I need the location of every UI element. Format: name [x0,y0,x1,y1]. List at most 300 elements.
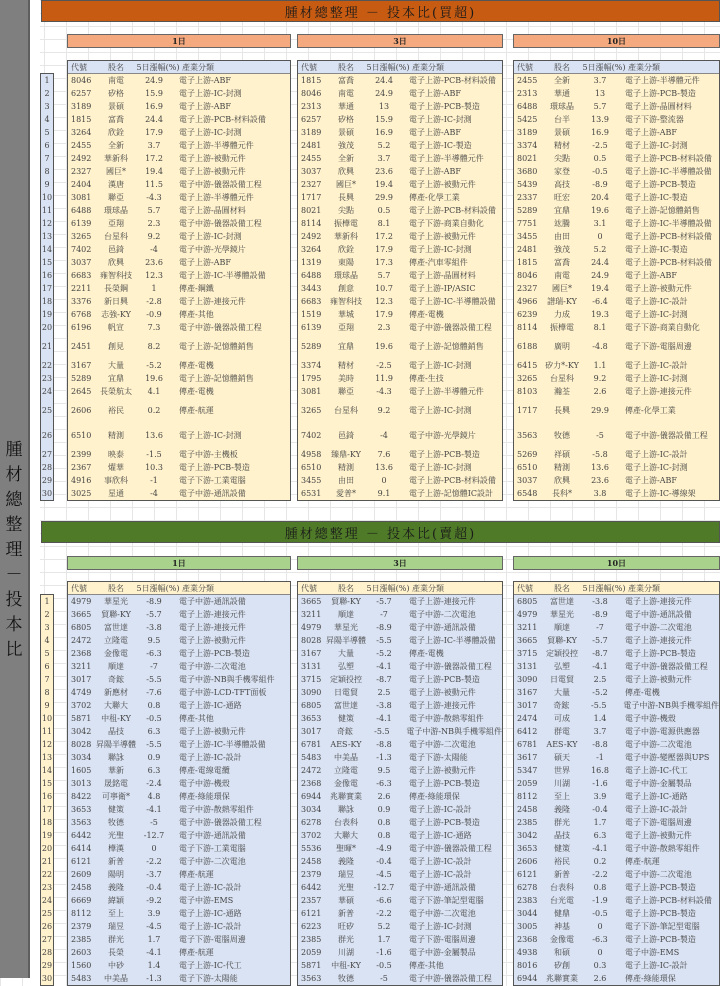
stock-code: 5289 [71,374,92,383]
table-row[interactable] [68,634,290,647]
table-row[interactable] [68,178,290,191]
table-row[interactable] [514,474,719,487]
table-row[interactable] [514,256,719,269]
table-row[interactable] [68,608,290,621]
table-row[interactable] [298,474,502,487]
table-row[interactable] [68,842,290,855]
five-day-change: -2.2 [592,870,608,879]
table-row[interactable] [68,816,290,829]
industry: 電子中游-機殼 [179,779,230,788]
stock-code: 6278 [301,818,322,827]
table-row[interactable] [68,204,290,217]
table-row[interactable] [514,647,719,660]
table-row[interactable] [68,359,290,372]
table-row[interactable] [514,972,719,985]
table-row[interactable] [514,790,719,803]
table-row[interactable] [298,372,502,385]
five-day-change: -1 [596,753,604,762]
industry: 電子上游-半導體元件 [409,154,484,163]
table-row[interactable] [298,74,502,87]
five-day-change: -4.1 [592,844,608,853]
table-row[interactable] [298,738,502,751]
table-row[interactable] [514,334,719,359]
table-row[interactable] [68,126,290,139]
table-row[interactable] [68,372,290,385]
five-day-change: -8.7 [592,649,608,658]
table-row[interactable] [514,946,719,959]
table-row[interactable] [298,334,502,359]
stock-name: 金像電 [104,649,128,658]
row-index-cell: 17 [41,805,53,814]
industry: 電子上游-IC-半導體設備 [625,219,712,228]
table-row[interactable] [514,139,719,152]
table-row[interactable] [298,321,502,334]
stock-code: 4958 [301,450,322,459]
five-day-change: -4.8 [592,342,608,351]
table-row[interactable] [298,894,502,907]
table-row[interactable] [68,686,290,699]
table-row[interactable] [298,113,502,126]
table-row[interactable] [68,959,290,972]
stock-code: 6139 [71,219,92,228]
table-row[interactable] [514,803,719,816]
stock-code: 3090 [301,688,322,697]
table-row[interactable] [514,113,719,126]
stock-code: 1815 [517,258,538,267]
stock-name: 台光電 [550,896,574,905]
table-row[interactable] [298,712,502,725]
stock-code: 2385 [301,935,322,944]
table-row[interactable] [68,803,290,816]
table-row[interactable] [298,191,502,204]
table-row[interactable] [68,829,290,842]
industry: 電子上游-IC-半導體設備 [409,636,496,645]
table-row[interactable] [68,100,290,113]
table-row[interactable] [514,269,719,282]
table-row[interactable] [298,269,502,282]
table-row[interactable] [298,595,502,608]
table-row[interactable] [298,660,502,673]
industry: 傳產-化學工業 [625,406,676,415]
table-row[interactable] [68,423,290,448]
table-row[interactable] [514,230,719,243]
table-header [514,582,719,595]
five-day-change: 0.5 [593,154,607,163]
table-row[interactable] [298,621,502,634]
table-row[interactable] [514,725,719,738]
stock-code: 1319 [301,258,322,267]
buy-period-3d: 3日 [297,34,503,48]
industry: 傳產-生技 [409,374,444,383]
buy-period-1d: 1日 [67,34,291,48]
five-day-change: -5.2 [376,649,392,658]
table-row[interactable] [298,139,502,152]
stock-code: 3090 [517,675,538,684]
table-row[interactable] [68,74,290,87]
five-day-change: 8.1 [593,323,607,332]
stock-name: 立隆電 [334,766,358,775]
stock-name: 富喬 [338,76,354,85]
table-row[interactable] [298,398,502,423]
table-row[interactable] [514,487,719,500]
table-row[interactable] [514,907,719,920]
table-row[interactable] [68,881,290,894]
table-row[interactable] [68,647,290,660]
table-row[interactable] [298,725,502,738]
industry: 傳產-航運 [625,857,660,866]
five-day-change: 17.9 [375,310,393,319]
table-row[interactable] [298,959,502,972]
table-row[interactable] [514,634,719,647]
table-row[interactable] [68,907,290,920]
stock-name: 聯詠 [108,753,124,762]
table-row[interactable] [514,74,719,87]
table-row[interactable] [298,686,502,699]
table-row[interactable] [298,204,502,217]
stock-code: 3376 [71,297,92,306]
stock-code: 5483 [71,974,92,983]
industry: 電子中游-儀器設備工程 [625,431,708,440]
stock-name: 台表科 [334,818,358,827]
table-row[interactable] [298,881,502,894]
stock-name: 景碩 [108,102,124,111]
table-row[interactable] [298,385,502,398]
table-row[interactable] [298,608,502,621]
table-row[interactable] [514,423,719,448]
stock-name: 陽明 [108,870,124,879]
table-row[interactable] [68,139,290,152]
five-day-change: -12.7 [373,883,395,892]
table-row[interactable] [514,385,719,398]
table-row[interactable] [514,764,719,777]
table-row[interactable] [68,660,290,673]
stock-code: 6239 [517,310,538,319]
stock-code: 2606 [71,406,92,415]
five-day-change: -5.5 [146,740,162,749]
table-row[interactable] [514,359,719,372]
table-row[interactable] [68,764,290,777]
table-row[interactable] [514,321,719,334]
table-row[interactable] [514,308,719,321]
table-row[interactable] [298,634,502,647]
table-row[interactable] [298,359,502,372]
industry: 電子上游-PCB-材料設備 [625,232,712,241]
table-row[interactable] [68,751,290,764]
table-row[interactable] [298,868,502,881]
table-row[interactable] [298,777,502,790]
stock-code: 3653 [71,805,92,814]
stock-name: 群光 [108,935,124,944]
table-row[interactable] [514,842,719,855]
table-row[interactable] [68,448,290,461]
stock-code: 2481 [517,245,538,254]
table-row[interactable] [68,217,290,230]
table-row[interactable] [514,712,719,725]
table-row[interactable] [514,191,719,204]
table-row[interactable] [298,243,502,256]
stock-code: 2327 [517,284,538,293]
table-row[interactable] [68,777,290,790]
stock-name: 貿聯-KY [331,597,361,606]
table-row[interactable] [298,803,502,816]
industry: 傳產-鋼鐵 [179,284,214,293]
table-row[interactable] [298,230,502,243]
table-row[interactable] [298,423,502,448]
stock-code: 3265 [517,374,538,383]
table-row[interactable] [514,217,719,230]
table-row[interactable] [68,621,290,634]
table-row[interactable] [514,243,719,256]
table-row[interactable] [68,868,290,881]
table-row[interactable] [514,894,719,907]
table-row[interactable] [298,448,502,461]
header-name: 股名 [338,62,354,72]
table-row[interactable] [68,334,290,359]
five-day-change: -12.7 [143,831,165,840]
header-industry: 產業分類 [412,62,444,72]
table-row[interactable] [514,178,719,191]
industry: 傳產-電機 [179,387,214,396]
table-row[interactable] [298,217,502,230]
stock-name: 亞翔 [338,323,354,332]
table-row[interactable] [68,487,290,500]
table-row[interactable] [68,385,290,398]
stock-name: 大聯大 [334,831,358,840]
table-row[interactable] [514,621,719,634]
industry: 電子上游-被動元件 [409,688,476,697]
stock-code: 3264 [71,128,92,137]
buy-table-3d [297,60,503,501]
table-row[interactable] [298,920,502,933]
table-row[interactable] [514,673,719,686]
table-row[interactable] [514,165,719,178]
table-row[interactable] [514,282,719,295]
stock-name: 全新 [338,154,354,163]
table-row[interactable] [68,933,290,946]
table-row[interactable] [298,461,502,474]
table-row[interactable] [68,113,290,126]
industry: 電子上游-被動元件 [625,284,692,293]
table-row[interactable] [298,100,502,113]
table-row[interactable] [68,712,290,725]
industry: 電子上游-PCB-材料設備 [625,896,712,905]
table-row[interactable] [514,608,719,621]
table-row[interactable] [68,790,290,803]
table-row[interactable] [298,699,502,712]
five-day-change: -4.5 [146,922,162,931]
five-day-change: 9.1 [377,489,391,498]
stock-name: 映泰 [108,450,124,459]
five-day-change: 8.1 [377,219,391,228]
table-row[interactable] [68,269,290,282]
row-index-cell: 2 [44,89,50,98]
table-row[interactable] [298,946,502,959]
industry: 電子上游-PCB-製造 [179,649,250,658]
table-row[interactable] [514,595,719,608]
table-row[interactable] [298,972,502,985]
table-row[interactable] [514,372,719,385]
stock-name: 矽格 [108,89,124,98]
table-row[interactable] [514,126,719,139]
stock-code: 2603 [71,948,92,957]
table-row[interactable] [514,959,719,972]
table-row[interactable] [514,204,719,217]
stock-code: 1717 [301,193,322,202]
table-row[interactable] [298,855,502,868]
table-row[interactable] [514,933,719,946]
table-row[interactable] [68,230,290,243]
industry: 電子上游-IC-封測 [625,310,688,319]
table-row[interactable] [68,461,290,474]
table-row[interactable] [514,699,719,712]
stock-code: 6415 [517,361,538,370]
five-day-change: 5.7 [377,271,391,280]
stock-code: 6442 [301,883,322,892]
table-row[interactable] [298,829,502,842]
industry: 電子中游-儀器設備工程 [409,844,492,853]
table-row[interactable] [68,295,290,308]
table-row[interactable] [68,282,290,295]
table-row[interactable] [298,152,502,165]
header-industry: 產業分類 [628,583,660,593]
industry: 電子上游-PCB-製造 [409,102,480,111]
stock-code: 4749 [71,688,92,697]
table-row[interactable] [298,308,502,321]
stock-name: 力成 [554,310,570,319]
table-row[interactable] [298,673,502,686]
table-row[interactable] [514,738,719,751]
table-row[interactable] [514,152,719,165]
table-row[interactable] [68,308,290,321]
table-row[interactable] [514,751,719,764]
table-row[interactable] [514,100,719,113]
industry: 電子中游-儀器設備工程 [179,180,262,189]
five-day-change: -1.5 [146,450,162,459]
stock-name: 事欣科 [104,476,128,485]
table-row[interactable] [514,295,719,308]
stock-code: 5269 [517,450,538,459]
table-row[interactable] [514,686,719,699]
stock-name: 宜鼎 [108,374,124,383]
table-row[interactable] [514,398,719,423]
table-row[interactable] [68,855,290,868]
five-day-change: 1.7 [377,935,391,944]
table-row[interactable] [68,725,290,738]
table-row[interactable] [68,920,290,933]
stock-name: 中美晶 [104,974,128,983]
table-row[interactable] [68,152,290,165]
table-row[interactable] [298,751,502,764]
table-row[interactable] [68,699,290,712]
row-index-cell: 21 [41,342,53,351]
table-row[interactable] [514,868,719,881]
sell-table-3d [297,581,503,986]
table-row[interactable] [298,790,502,803]
table-row[interactable] [68,474,290,487]
stock-code: 5483 [301,753,322,762]
stock-code: 5536 [301,844,322,853]
table-row[interactable] [298,178,502,191]
row-index-cell: 20 [41,844,53,853]
industry: 電子上游-IC-封測 [409,406,472,415]
sheet-side-label [0,0,30,978]
table-row[interactable] [298,933,502,946]
stock-name: 大量 [338,649,354,658]
table-row[interactable] [68,946,290,959]
table-row[interactable] [298,907,502,920]
table-row[interactable] [68,894,290,907]
table-row[interactable] [298,165,502,178]
stock-code: 2458 [301,857,322,866]
row-index-cell: 12 [41,740,53,749]
table-row[interactable] [68,87,290,100]
table-row[interactable] [514,448,719,461]
table-row[interactable] [514,829,719,842]
stock-name: 定穎投控 [330,675,362,684]
table-row[interactable] [514,660,719,673]
table-row[interactable] [68,165,290,178]
industry: 傳產-航運 [179,406,214,415]
five-day-change: 24.9 [591,271,609,280]
table-row[interactable] [298,764,502,777]
table-row[interactable] [514,816,719,829]
table-row[interactable] [68,595,290,608]
table-row[interactable] [514,461,719,474]
table-row[interactable] [514,855,719,868]
stock-name: 亞翔 [108,219,124,228]
table-row[interactable] [298,87,502,100]
industry: 傳產-電機 [409,649,444,658]
table-row[interactable] [298,842,502,855]
table-row[interactable] [298,295,502,308]
table-row[interactable] [68,673,290,686]
stock-code: 2451 [71,342,92,351]
sell-period-3d: 3日 [297,556,503,570]
five-day-change: -5.2 [592,688,608,697]
five-day-change: 23.6 [145,258,163,267]
table-row[interactable] [298,282,502,295]
table-row[interactable] [68,256,290,269]
industry: 電子中游-金屬製品 [625,779,692,788]
table-row[interactable] [68,321,290,334]
table-row[interactable] [298,647,502,660]
stock-name: 神基 [554,922,570,931]
table-row[interactable] [68,738,290,751]
table-row[interactable] [298,256,502,269]
stock-code: 3443 [301,284,322,293]
table-row[interactable] [298,487,502,500]
stock-code: 6683 [71,271,92,280]
five-day-change: 17.9 [375,245,393,254]
industry: 電子上游-PCB-製造 [409,779,480,788]
table-row[interactable] [298,816,502,829]
stock-code: 2481 [301,141,322,150]
industry: 電子上游-IC-導線架 [625,489,696,498]
table-row[interactable] [68,191,290,204]
stock-name: 富喬 [554,258,570,267]
table-row[interactable] [68,243,290,256]
table-row[interactable] [514,881,719,894]
table-row[interactable] [514,87,719,100]
table-row[interactable] [68,972,290,985]
row-index-cell: 27 [41,450,53,459]
table-row[interactable] [68,398,290,423]
table-row[interactable] [298,126,502,139]
stock-name: 碩天 [554,753,570,762]
five-day-change: 8.2 [147,342,161,351]
table-row[interactable] [514,920,719,933]
table-row[interactable] [514,777,719,790]
